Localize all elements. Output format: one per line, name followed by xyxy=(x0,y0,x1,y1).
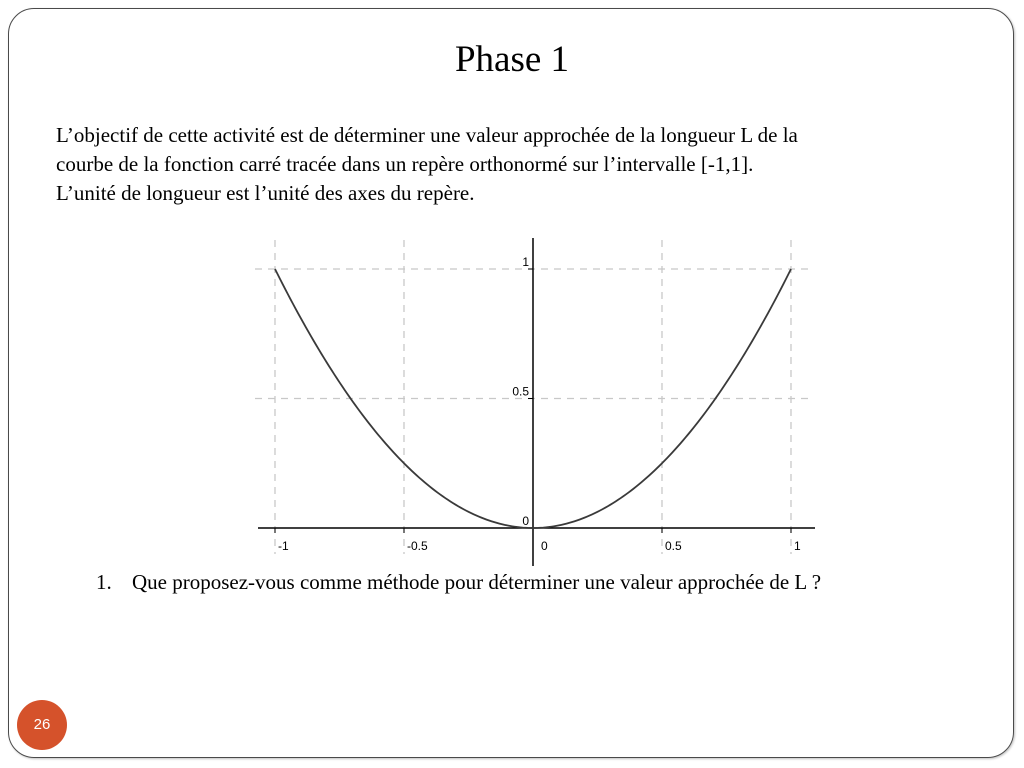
y-tick-label-0: 0 xyxy=(522,514,529,528)
y-tick-label-1: 0.5 xyxy=(512,384,529,399)
x-tick-label-4: 1 xyxy=(794,539,801,553)
x-tick-label-0: -1 xyxy=(278,539,289,553)
x-tick-label-2: 0 xyxy=(541,539,548,553)
graph-svg xyxy=(250,232,820,572)
question-number: 1. xyxy=(96,570,112,594)
intro-line-2: courbe de la fonction carré tracée dans un repère orthonormé sur l’intervalle [-1,1]. xyxy=(56,152,754,176)
x-tick-label-1: -0.5 xyxy=(407,539,428,553)
question-1 xyxy=(96,570,996,595)
intro-line-1: L’objectif de cette activité est de déterminer une valeur approchée de la longueur L de la xyxy=(56,123,798,147)
question-text: Que proposez-vous comme méthode pour déterminer une valeur approchée de L ? xyxy=(132,570,822,594)
intro-paragraph xyxy=(56,121,996,208)
intro-line-3: L’unité de longueur est l’unité des axes du repère. xyxy=(56,181,475,205)
square-function-graph xyxy=(250,232,820,572)
page-number-badge: 26 xyxy=(17,700,67,750)
x-tick-label-3: 0.5 xyxy=(665,539,682,553)
y-tick-label-2: 1 xyxy=(522,255,529,269)
slide-title: Phase 1 xyxy=(454,39,570,80)
